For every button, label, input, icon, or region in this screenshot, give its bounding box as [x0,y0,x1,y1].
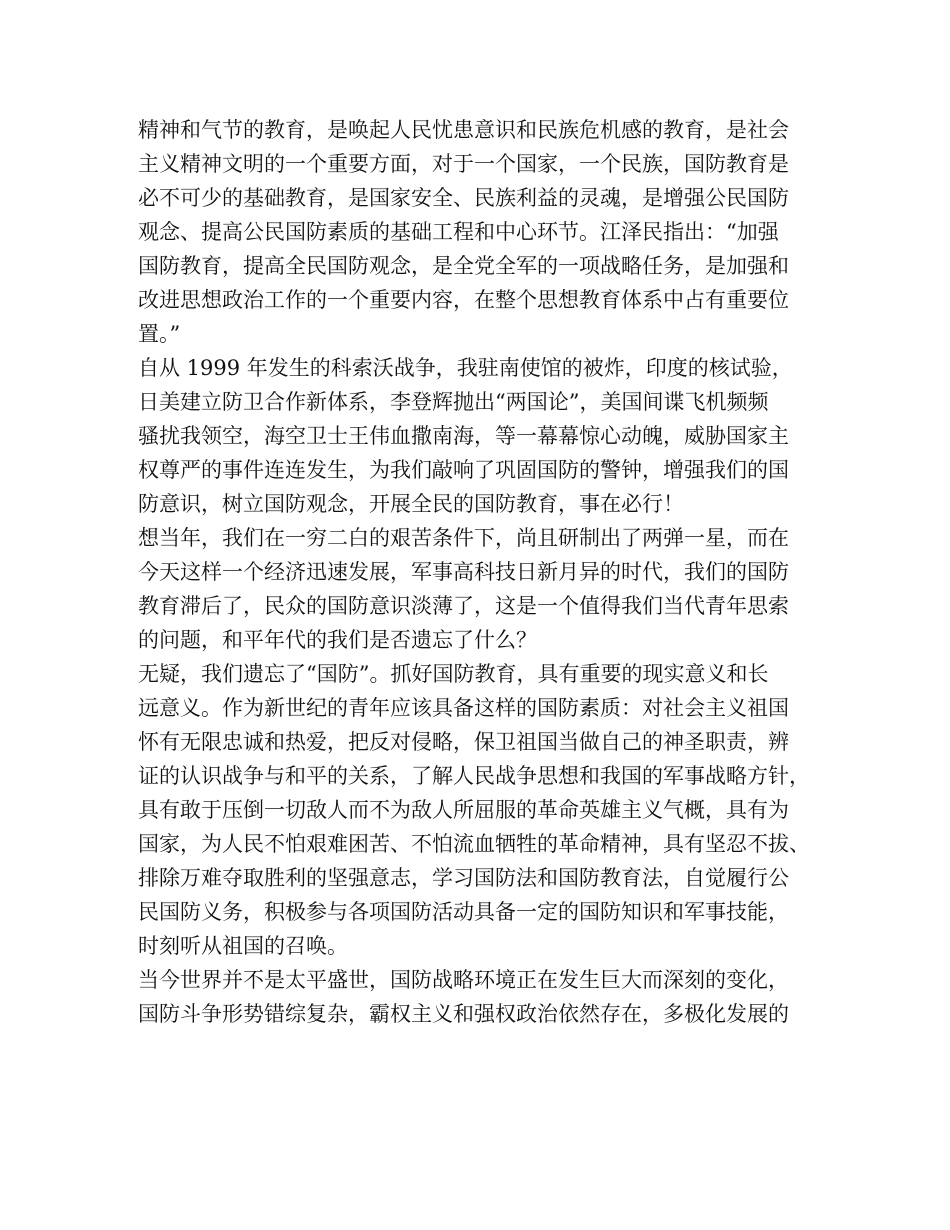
text-line: 国家，为人民不怕艰难困苦、不怕流血牺牲的革命精神，具有坚忍不拔、 [138,832,810,856]
text-line: 教育滞后了，民众的国防意识淡薄了，这是一个值得我们当代青年思索 [138,594,789,618]
text-line: 想当年，我们在一穷二白的艰苦条件下，尚且研制出了两弹一星，而在 [138,526,789,550]
text-line: 怀有无限忠诚和热爱，把反对侵略，保卫祖国当做自己的神圣职责，辨 [138,730,789,754]
text-line: 必不可少的基础教育，是国家安全、民族利益的灵魂，是增强公民国防 [138,186,789,210]
document-body [138,113,826,1031]
text-line: 日美建立防卫合作新体系，李登辉抛出“两国论”，美国间谍飞机频频 [138,390,769,414]
text-line: 具有敢于压倒一切敌人而不为敌人所屈服的革命英雄主义气概，具有为 [138,798,789,822]
text-line: 证的认识战争与和平的关系，了解人民战争思想和我国的军事战略方针， [138,764,810,788]
text-line: 骚扰我领空，海空卫士王伟血撒南海，等一幕幕惊心动魄，威胁国家主 [138,424,789,448]
text-line: 国防教育，提高全民国防观念，是全党全军的一项战略任务，是加强和 [138,254,789,278]
text-line: 的问题，和平年代的我们是否遗忘了什么？ [138,628,537,652]
text-line: 远意义。作为新世纪的青年应该具备这样的国防素质：对社会主义祖国 [138,696,789,720]
text-line: 观念、提高公民国防素质的基础工程和中心环节。江泽民指出：“加强 [138,220,779,244]
text-line: 主义精神文明的一个重要方面，对于一个国家，一个民族，国防教育是 [138,152,789,176]
text-line: 精神和气节的教育，是唤起人民忧患意识和民族危机感的教育，是社会 [138,118,789,142]
text-line: 防意识，树立国防观念，开展全民的国防教育，事在必行！ [138,492,684,516]
text-line: 国防斗争形势错综复杂，霸权主义和强权政治依然存在，多极化发展的 [138,1002,789,1026]
text-line: 权尊严的事件连连发生，为我们敲响了巩固国防的警钟，增强我们的国 [138,458,789,482]
text-line: 当今世界并不是太平盛世，国防战略环境正在发生巨大而深刻的变化， [138,968,789,992]
text-line: 时刻听从祖国的召唤。 [138,934,348,958]
text-line: 民国防义务，积极参与各项国防活动具备一定的国防知识和军事技能， [138,900,789,924]
text-line: 置。” [138,322,181,346]
text-line: 排除万难夺取胜利的坚强意志，学习国防法和国防教育法，自觉履行公 [138,866,789,890]
text-line: 无疑，我们遗忘了“国防”。抓好国防教育，具有重要的现实意义和长 [138,662,769,686]
text-line: 改进思想政治工作的一个重要内容，在整个思想教育体系中占有重要位 [138,288,789,312]
text-line: 今天这样一个经济迅速发展，军事高科技日新月异的时代，我们的国防 [138,560,789,584]
text-line: 自从 1999 年发生的科索沃战争，我驻南使馆的被炸，印度的核试验， [138,356,793,380]
